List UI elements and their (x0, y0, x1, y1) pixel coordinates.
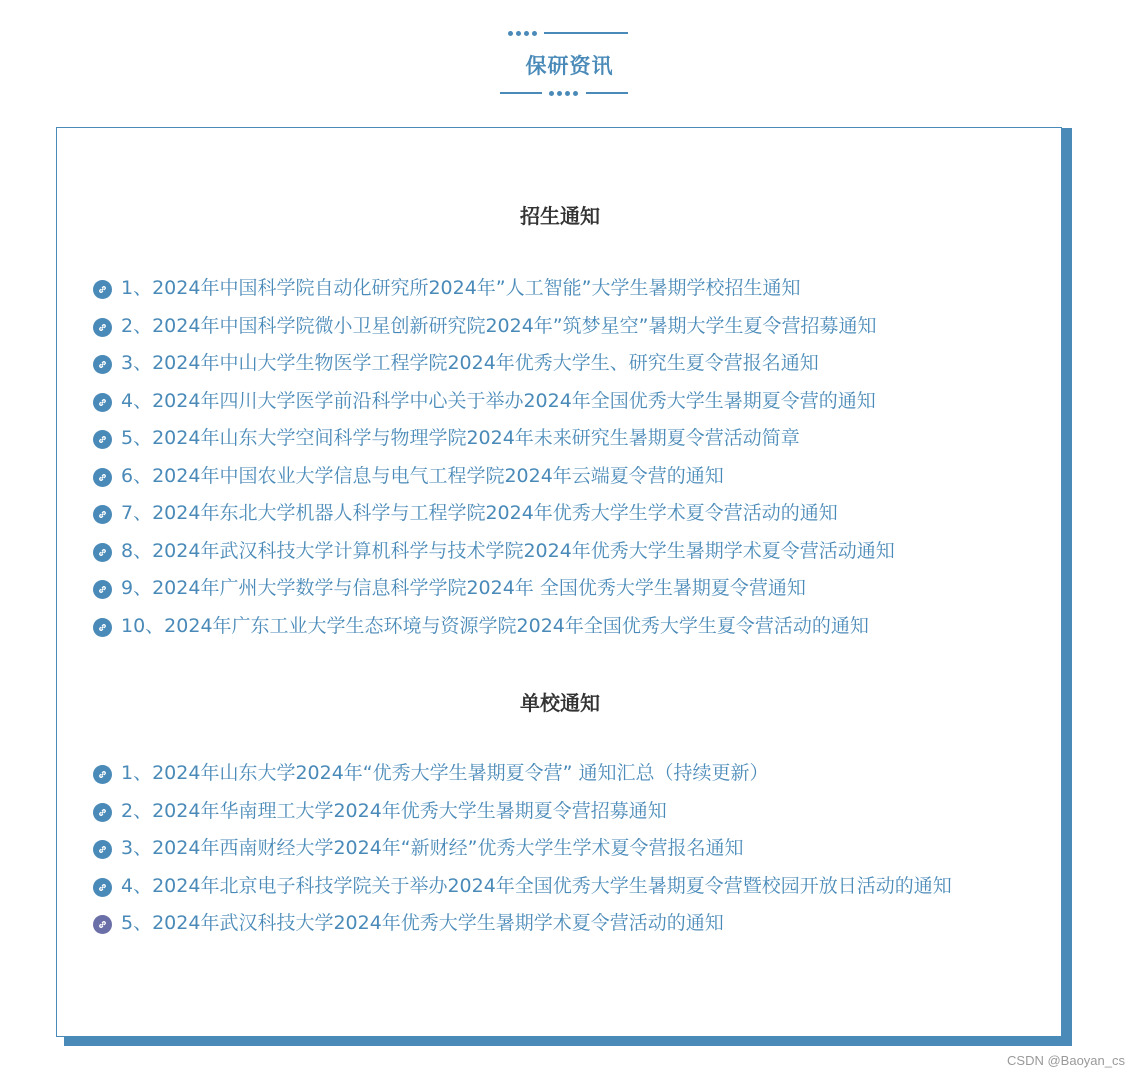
news-card (56, 127, 1062, 1037)
list-item[interactable]: 2、2024年中国科学院微小卫星创新研究院2024年”筑梦星空”暑期大学生夏令营招募通知 (93, 308, 1033, 346)
decoration-dots (508, 29, 537, 37)
decoration-line (500, 92, 542, 94)
link-icon (93, 803, 112, 822)
link-icon (93, 543, 112, 562)
link-icon (93, 468, 112, 487)
link-icon (93, 505, 112, 524)
link-icon (93, 878, 112, 897)
section-title-single-school: 单校通知 (520, 691, 600, 715)
list-item[interactable]: 1、2024年中国科学院自动化研究所2024年”人工智能”大学生暑期学校招生通知 (93, 270, 1033, 308)
link-icon (93, 915, 112, 934)
decoration-line (586, 92, 628, 94)
list-item[interactable]: 9、2024年广州大学数学与信息科学学院2024年 全国优秀大学生暑期夏令营通知 (93, 570, 1033, 608)
list-item[interactable]: 7、2024年东北大学机器人科学与工程学院2024年优秀大学生学术夏令营活动的通知 (93, 495, 1033, 533)
decoration-dots (549, 89, 578, 97)
single-school-list (93, 755, 1033, 943)
link-icon (93, 840, 112, 859)
decoration-line (544, 32, 628, 34)
link-icon (93, 318, 112, 337)
list-item[interactable]: 8、2024年武汉科技大学计算机科学与技术学院2024年优秀大学生暑期学术夏令营活动通知 (93, 533, 1033, 571)
page-title: 保研资讯 (525, 54, 614, 78)
list-item[interactable]: 4、2024年四川大学医学前沿科学中心关于举办2024年全国优秀大学生暑期夏令营的通知 (93, 383, 1033, 421)
list-item[interactable]: 10、2024年广东工业大学生态环境与资源学院2024年全国优秀大学生夏令营活动的通知 (93, 608, 1033, 646)
link-icon (93, 393, 112, 412)
link-icon (93, 580, 112, 599)
link-icon (93, 355, 112, 374)
list-item[interactable]: 2、2024年华南理工大学2024年优秀大学生暑期夏令营招募通知 (93, 793, 1033, 831)
section-title-admissions: 招生通知 (520, 204, 600, 228)
title-decoration-top (508, 29, 628, 37)
link-icon (93, 618, 112, 637)
list-item[interactable]: 1、2024年山东大学2024年“优秀大学生暑期夏令营” 通知汇总（持续更新） (93, 755, 1033, 793)
list-item[interactable]: 3、2024年中山大学生物医学工程学院2024年优秀大学生、研究生夏令营报名通知 (93, 345, 1033, 383)
list-item[interactable]: 3、2024年西南财经大学2024年“新财经”优秀大学生学术夏令营报名通知 (93, 830, 1033, 868)
header (0, 0, 1139, 110)
list-item[interactable]: 5、2024年山东大学空间科学与物理学院2024年未来研究生暑期夏令营活动简章 (93, 420, 1033, 458)
watermark: CSDN @Baoyan_cs (1007, 1053, 1125, 1068)
list-item[interactable]: 6、2024年中国农业大学信息与电气工程学院2024年云端夏令营的通知 (93, 458, 1033, 496)
link-icon (93, 430, 112, 449)
list-item[interactable]: 4、2024年北京电子科技学院关于举办2024年全国优秀大学生暑期夏令营暨校园开放日活动的通知 (93, 868, 1033, 906)
link-icon (93, 765, 112, 784)
admissions-list (93, 270, 1033, 645)
link-icon (93, 280, 112, 299)
list-item[interactable]: 5、2024年武汉科技大学2024年优秀大学生暑期学术夏令营活动的通知 (93, 905, 1033, 943)
title-decoration-bottom (500, 89, 628, 97)
